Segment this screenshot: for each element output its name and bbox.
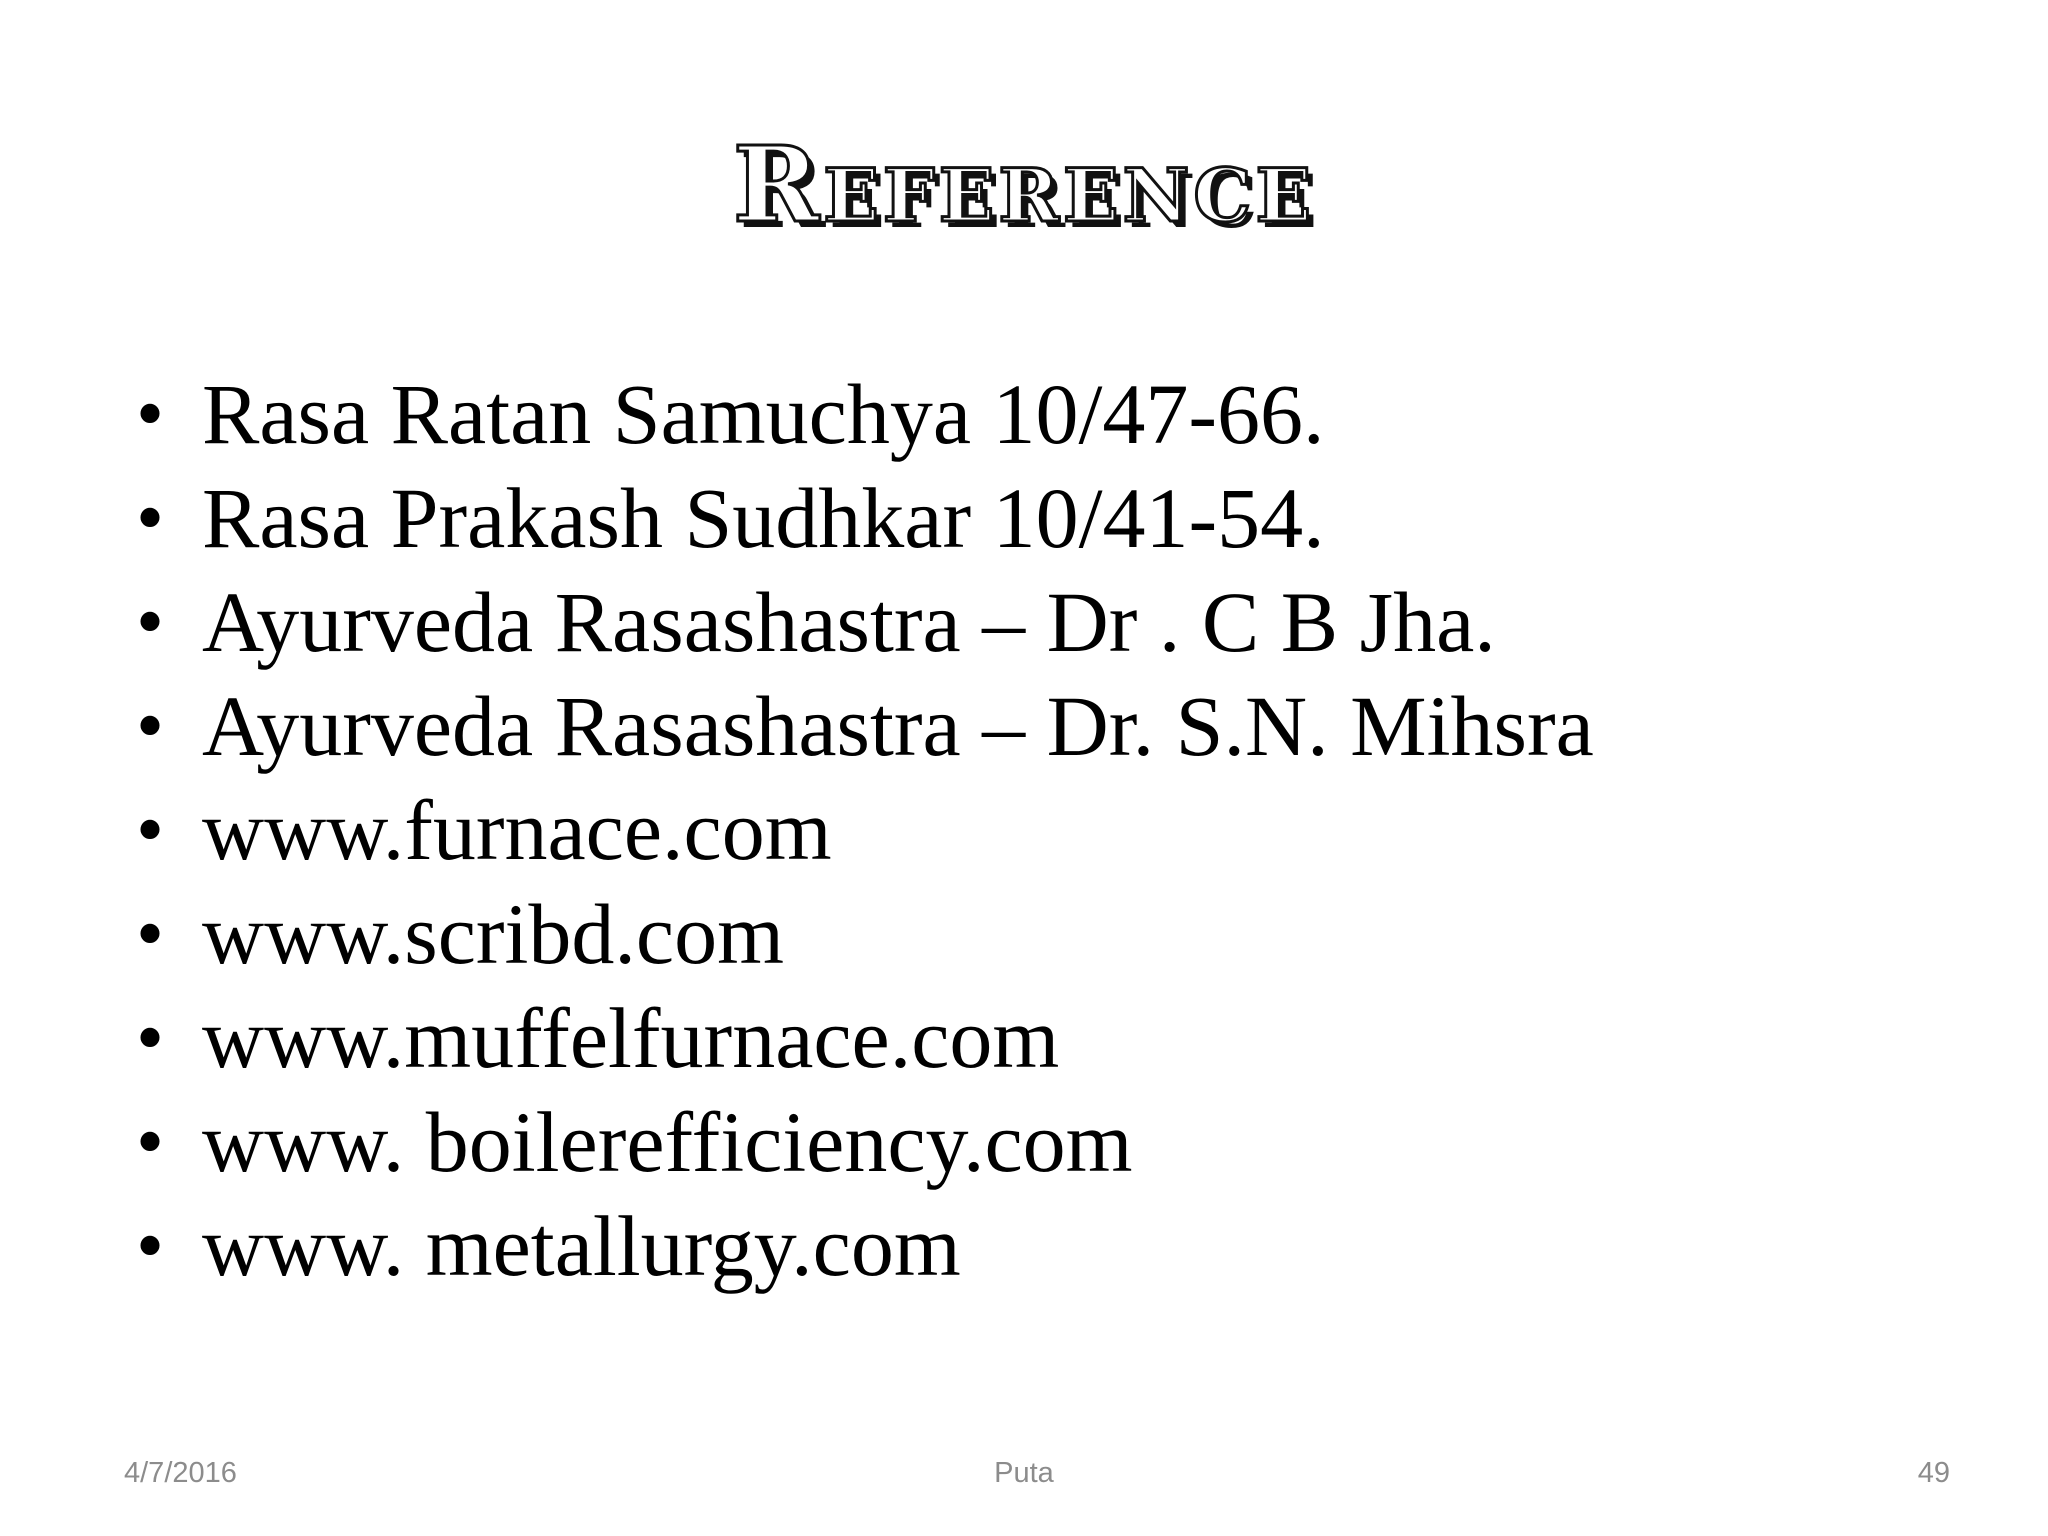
reference-item [120, 882, 1920, 986]
reference-item [120, 570, 1920, 674]
bullet-icon: • [135, 578, 164, 666]
reference-link: www.scribd.com [202, 886, 784, 982]
bullet-icon: • [135, 994, 164, 1082]
footer-date: 4/7/2016 [124, 1457, 237, 1489]
slide-title: Reference [732, 123, 1316, 246]
bullet-icon: • [135, 1098, 164, 1186]
reference-text: Rasa Ratan Samuchya 10/47-66. [202, 366, 1325, 462]
reference-text: Ayurveda Rasashastra – Dr . C B Jha. [202, 574, 1496, 670]
bullet-icon: • [135, 1202, 164, 1290]
reference-item [120, 986, 1920, 1090]
bullet-icon: • [135, 890, 164, 978]
reference-item [120, 674, 1920, 778]
reference-item [120, 1194, 1920, 1298]
reference-link: www.furnace.com [202, 782, 832, 878]
reference-item [120, 778, 1920, 882]
bullet-icon: • [135, 474, 164, 562]
reference-list [120, 362, 1920, 1298]
footer-title: Puta [994, 1457, 1054, 1489]
bullet-icon: • [135, 370, 164, 458]
slide-number: 49 [1917, 1457, 1950, 1489]
reference-text: Rasa Prakash Sudhkar 10/41-54. [202, 470, 1325, 566]
reference-item [120, 466, 1920, 570]
reference-link: www. boilerefficiency.com [202, 1094, 1133, 1190]
reference-item [120, 1090, 1920, 1194]
reference-item [120, 362, 1920, 466]
bullet-icon: • [135, 682, 164, 770]
reference-text: Ayurveda Rasashastra – Dr. S.N. Mihsra [202, 678, 1594, 774]
reference-link: www.muffelfurnace.com [202, 990, 1060, 1086]
bullet-icon: • [135, 786, 164, 874]
reference-link: www. metallurgy.com [202, 1198, 961, 1294]
